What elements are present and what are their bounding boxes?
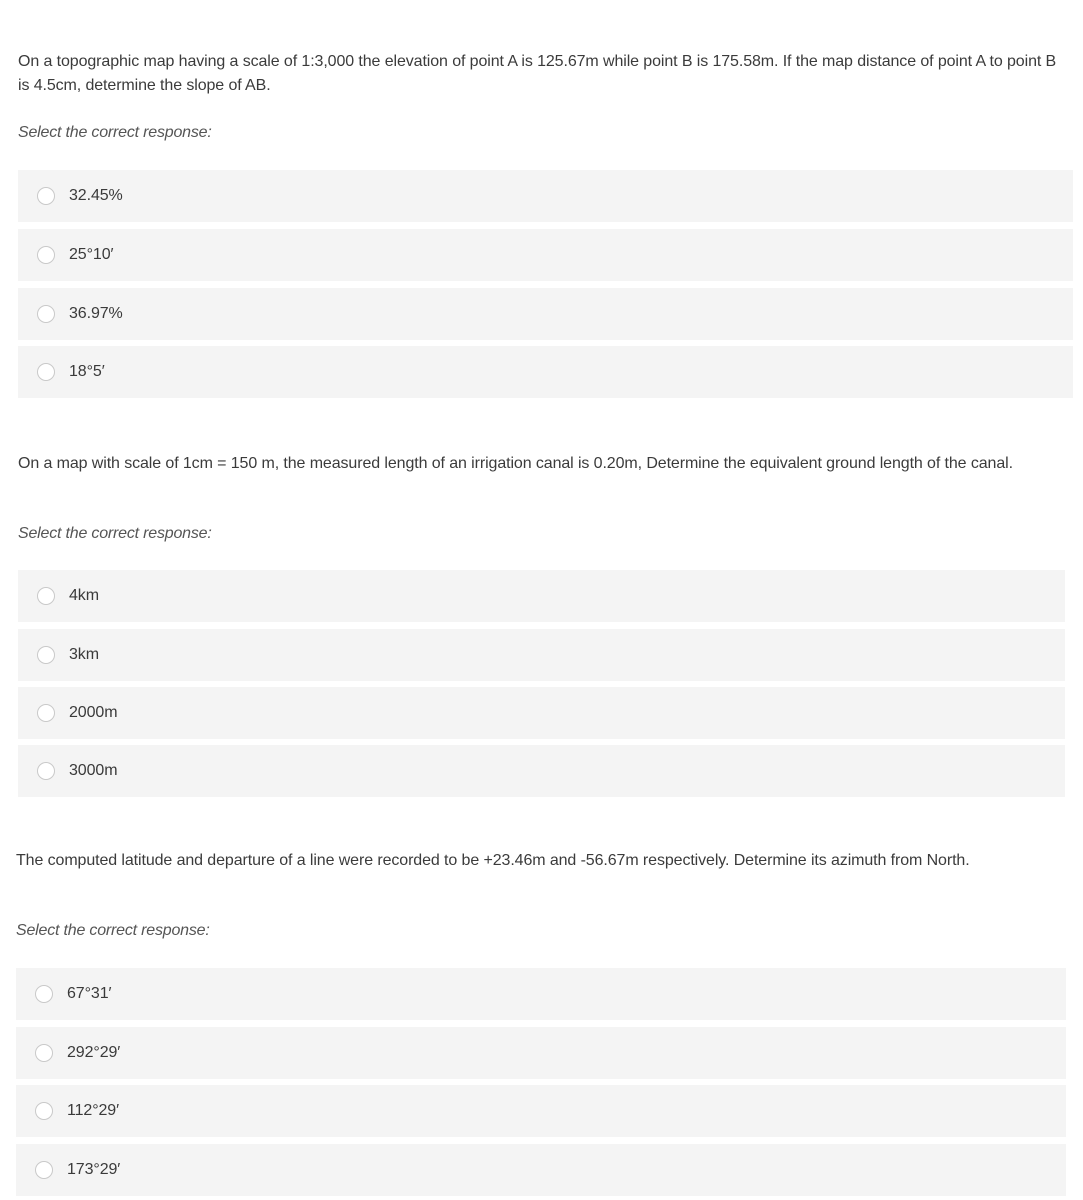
option-label: 173°29′ [67,1161,121,1178]
radio-button[interactable] [35,1161,53,1179]
radio-button[interactable] [37,762,55,780]
radio-button[interactable] [37,704,55,722]
option-label: 3km [69,646,99,663]
question-prompt: Select the correct response: [18,124,212,141]
question-3 [16,849,1066,873]
question-prompt: Select the correct response: [18,525,212,542]
answer-option[interactable] [18,229,1073,281]
answer-option[interactable] [16,968,1066,1020]
option-label: 292°29′ [67,1044,121,1061]
answer-option[interactable] [18,629,1065,681]
question-1 [18,50,1068,98]
radio-button[interactable] [37,187,55,205]
answer-option[interactable] [18,570,1065,622]
radio-button[interactable] [37,587,55,605]
option-label: 18°5′ [69,363,105,380]
option-label: 67°31′ [67,985,112,1002]
answer-option[interactable] [18,346,1073,398]
answer-option[interactable] [18,687,1065,739]
radio-button[interactable] [35,1102,53,1120]
radio-button[interactable] [37,305,55,323]
answer-option[interactable] [16,1144,1066,1196]
question-text: On a topographic map having a scale of 1:3,000 the elevation of point A is 125.67m while point B is 175.58m. If the map distance of point A to point B is 4.5cm, determine the slope of AB. [18,53,1057,94]
radio-button[interactable] [35,1044,53,1062]
radio-button[interactable] [37,363,55,381]
question-text: On a map with scale of 1cm = 150 m, the measured length of an irrigation canal is 0.20m, Determine the equivalent ground length of the canal. [18,455,1013,472]
option-label: 4km [69,587,99,604]
option-label: 32.45% [69,187,123,204]
radio-button[interactable] [35,985,53,1003]
option-label: 25°10′ [69,246,114,263]
option-label: 112°29′ [67,1102,120,1119]
question-prompt: Select the correct response: [16,922,210,939]
answer-option[interactable] [16,1085,1066,1137]
answer-option[interactable] [18,288,1073,340]
radio-button[interactable] [37,646,55,664]
option-label: 3000m [69,762,118,779]
answer-option[interactable] [16,1027,1066,1079]
option-label: 36.97% [69,305,123,322]
radio-button[interactable] [37,246,55,264]
answer-option[interactable] [18,745,1065,797]
question-2 [18,452,1068,476]
question-text: The computed latitude and departure of a line were recorded to be +23.46m and -56.67m respectively. Determine its azimuth from North. [16,852,970,869]
option-label: 2000m [69,704,118,721]
answer-option[interactable] [18,170,1073,222]
